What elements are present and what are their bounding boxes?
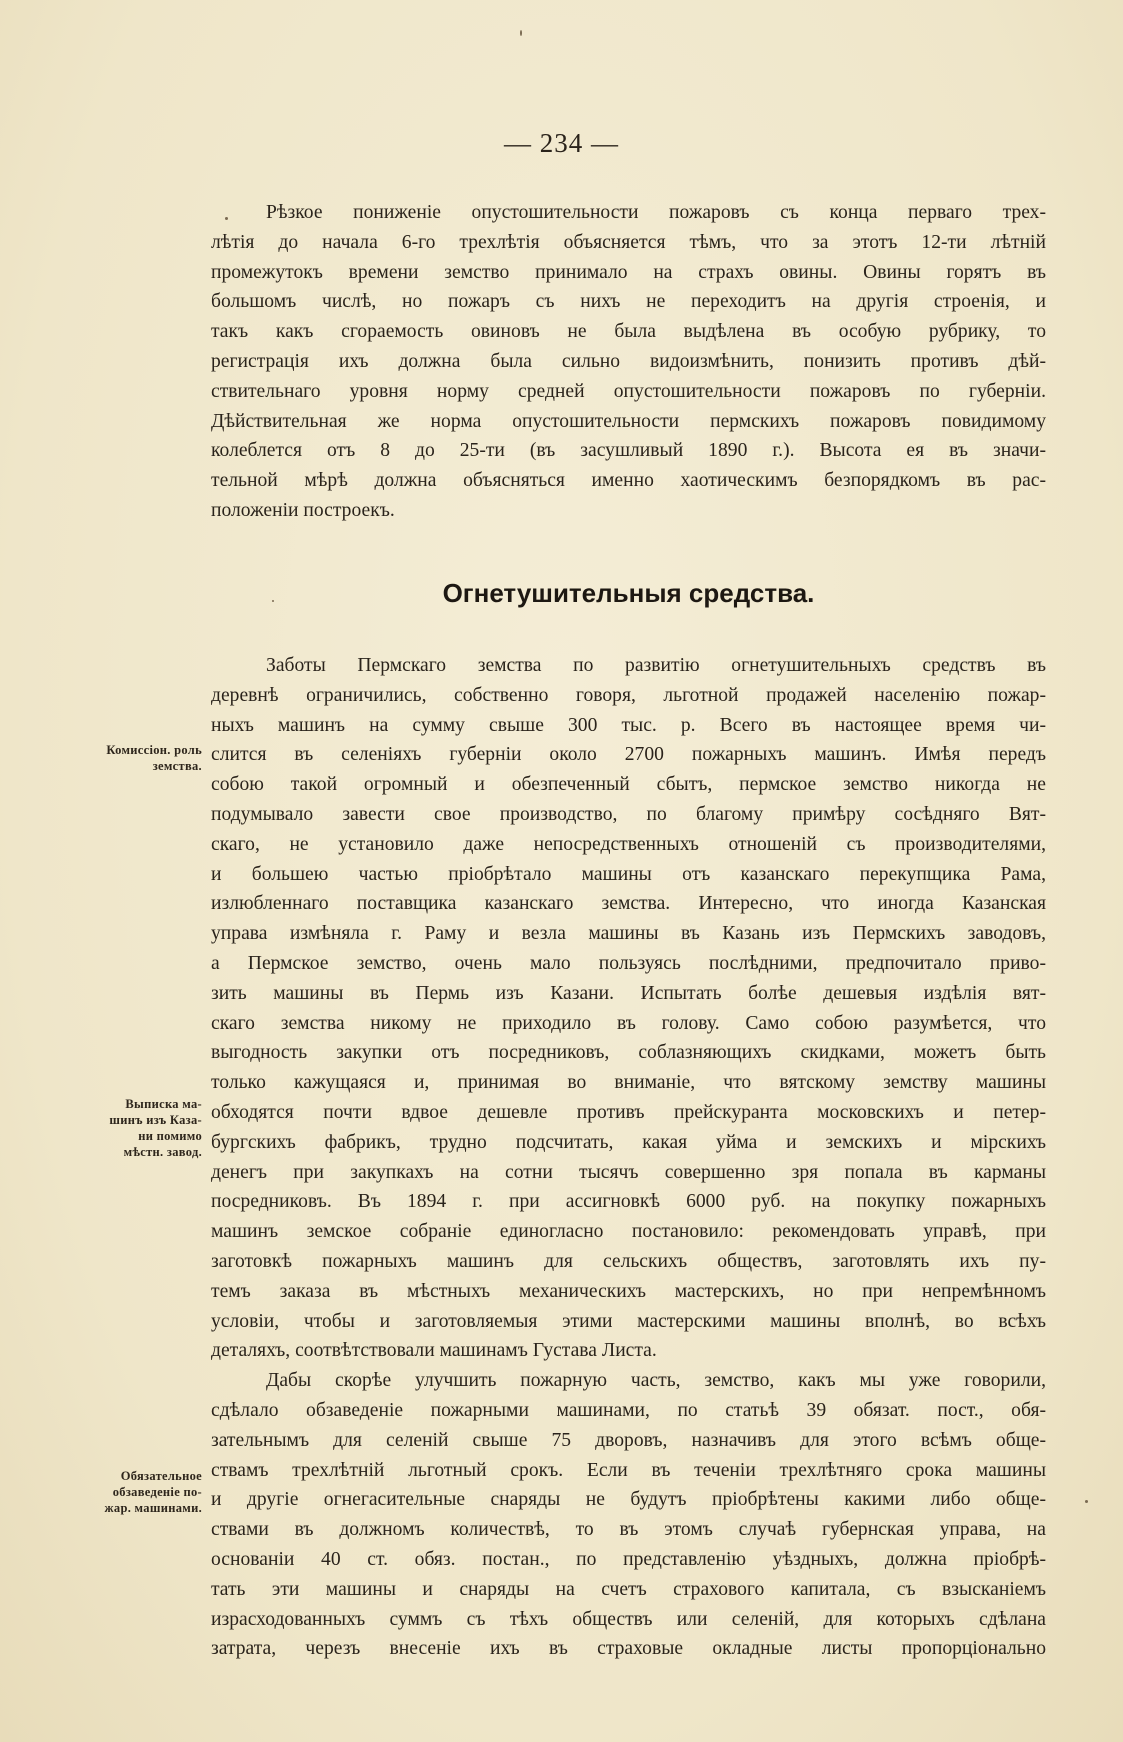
text-line: зить машины въ Пермь изъ Казани. Испытать болѣе дешевыя издѣлія вят- [211,982,1046,1004]
paper-speck [272,600,274,602]
paper-speck [520,30,522,36]
text-line: колеблется отъ 8 до 25-ти (въ засушливый 1890 г.). Высота ея въ значи- [211,440,1046,462]
margin-note-commission-role [62,742,202,774]
margin-note-line: Выписка ма- [125,1097,202,1111]
margin-note-line: Комиссіон. роль [106,743,202,757]
text-line: основаніи 40 ст. обяз. постан., по представленію уѣздныхъ, должна пріобрѣ- [211,1548,1046,1570]
text-line: зательнымъ для селеній свыше 75 дворовъ, назначивъ для этого всѣмъ обще- [211,1429,1046,1451]
text-line: тать эти машины и снаряды на счетъ страхового капитала, съ взысканіемъ [211,1578,1046,1600]
text-line: бургскихъ фабрикъ, трудно подсчитать, какая уйма и земскихъ и мірскихъ [211,1131,1046,1153]
text-line: скаго, не установило даже непосредственныхъ отношеній съ производителями, [211,833,1046,855]
text-line: собою такой огромный и обезпеченный сбытъ, пермское земство никогда не [211,774,1046,796]
text-line: ствами въ должномъ количествѣ, то въ этомъ случаѣ губернская управа, на [211,1519,1046,1541]
page-number: — 234 — [504,128,619,158]
paragraph-fire-equipment [211,651,1046,1664]
text-line: ныхъ машинъ на сумму свыше 300 тыс. р. Всего въ настоящее время чи- [211,714,1046,736]
text-line: слится въ селеніяхъ губерніи около 2700 пожарныхъ машинъ. Имѣя передъ [211,744,1046,766]
text-line: Дѣйствительная же норма опустошительности пермскихъ пожаровъ повидимому [211,410,1046,432]
text-line: выгодность закупки отъ посредниковъ, соблазняющихъ скидками, можетъ быть [211,1042,1046,1064]
text-line: сдѣлало обзаведеніе пожарными машинами, по статьѣ 39 обязат. пост., обя- [211,1399,1046,1421]
text-line: лѣтія до начала 6-го трехлѣтія объясняется тѣмъ, что за этотъ 12-ти лѣтній [211,231,1046,253]
margin-note-mandatory-equipment [62,1468,202,1516]
text-line: излюбленнаго поставщика казанскаго земства. Интересно, что иногда Казанская [211,893,1046,915]
text-line: заготовкѣ пожарныхъ машинъ для сельскихъ обществъ, заготовлять ихъ пу- [211,1250,1046,1272]
text-line: тельной мѣрѣ должна объясняться именно хаотическимъ безпорядкомъ въ рас- [211,470,1046,492]
text-line: денегъ при закупкахъ на сотни тысячъ совершенно зря попала въ карманы [211,1161,1046,1183]
text-line: ствамъ трехлѣтній льготный срокъ. Если въ теченіи трехлѣтняго срока машины [211,1459,1046,1481]
text-line: а Пермское земство, очень мало пользуясь послѣдними, предпочитало приво- [211,952,1046,974]
text-line: темъ заказа въ мѣстныхъ механическихъ мастерскихъ, но при непремѣнномъ [211,1280,1046,1302]
text-line: и другіе огнегасительные снаряды не будутъ пріобрѣтены какими либо обще- [211,1489,1046,1511]
text-line: посредниковъ. Въ 1894 г. при ассигновкѣ 6000 руб. на покупку пожарныхъ [211,1191,1046,1213]
text-line: ствительнаго уровня норму средней опустошительности пожаровъ по губерніи. [211,380,1046,402]
text-line: израсходованныхъ суммъ съ тѣхъ обществъ или селеній, для которыхъ сдѣлана [211,1608,1046,1630]
margin-note-line: шинъ изъ Каза- [109,1113,202,1127]
text-line: подумывало завести свое производство, по благому примѣру сосѣдняго Вят- [211,803,1046,825]
text-line: Дабы скорѣе улучшить пожарную часть, земство, какъ мы уже говорили, [266,1370,1046,1392]
text-line: Заботы Пермскаго земства по развитію огнетушительныхъ средствъ въ [266,655,1046,676]
text-line: Рѣзкое пониженіе опустошительности пожаровъ съ конца перваго трех- [266,202,1046,223]
margin-note-line: жар. машинами. [104,1501,202,1515]
text-line: условіи, чтобы и заготовляемыя этими мастерскими машины вполнѣ, во всѣхъ [211,1310,1046,1332]
text-line: промежутокъ времени земство принимало на страхъ овины. Овины горятъ въ [211,261,1046,283]
section-heading: Огнетушительныя средства. [442,578,815,608]
text-line: управа измѣняла г. Раму и везла машины въ Казань изъ Пермскихъ заводовъ, [211,923,1046,945]
margin-note-line: ни помимо [138,1129,202,1143]
text-line: и большею частью пріобрѣтало машины отъ казанскаго перекупщика Рама, [211,863,1046,885]
text-line: обходятся почти вдвое дешевле противъ прейскуранта московскихъ и петер- [211,1101,1046,1123]
text-line: регистрація ихъ должна была сильно видоизмѣнить, понизить противъ дѣй- [211,350,1046,372]
text-line: скаго земства никому не приходило въ голову. Само собою разумѣется, что [211,1012,1046,1034]
text-line: машинъ земское собраніе единогласно постановило: рекомендовать управѣ, при [211,1221,1046,1243]
margin-note-line: обзаведеніе по- [112,1485,202,1499]
text-line: только кажущаяся и, принимая во вниманіе, что вятскому земству машины [211,1072,1046,1094]
text-line: деревнѣ ограничились, собственно говоря, льготной продажей населенію пожар- [211,684,1046,706]
paper-speck [1085,1500,1088,1503]
margin-note-line: Обязательное [120,1469,202,1483]
text-line: затрата, черезъ внесеніе ихъ въ страховые окладные листы пропорціонально [211,1638,1046,1660]
text-line: такъ какъ сгораемость овиновъ не была выдѣлена въ особую рубрику, то [211,321,1046,343]
paper-speck [225,217,228,220]
paragraph-overinsurance [211,198,1046,526]
text-line: деталяхъ, соотвѣтствовали машинамъ Густава Листа. [211,1340,657,1362]
margin-note-line: мѣстн. завод. [123,1145,202,1159]
margin-note-machine-orders [62,1096,202,1160]
text-line: положеніи построекъ. [211,499,395,521]
margin-note-line: земства. [152,759,202,773]
text-line: большомъ числѣ, но пожаръ съ нихъ не переходитъ на другія строенія, и [211,291,1046,313]
